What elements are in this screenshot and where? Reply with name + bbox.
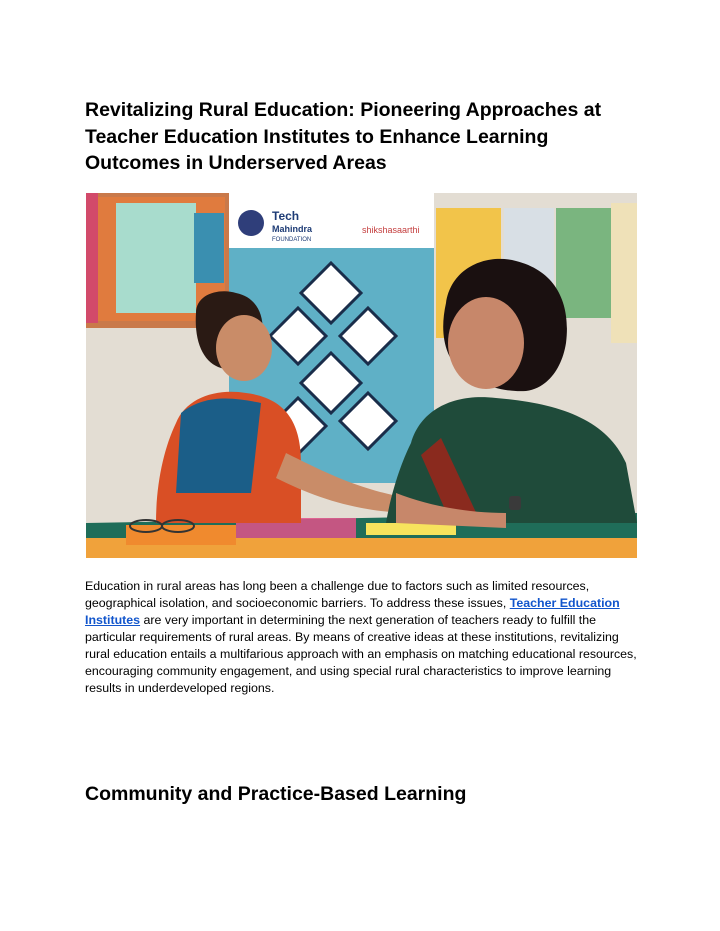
section-heading: Community and Practice-Based Learning bbox=[85, 783, 467, 805]
article-title: Revitalizing Rural Education: Pioneering Approaches at Teacher Education Institutes to Enhance Learning Outcomes in Underserved Areas bbox=[85, 99, 602, 174]
banner-text-2: Mahindra bbox=[272, 224, 313, 234]
banner-text-1: Tech bbox=[272, 209, 300, 223]
intro-paragraph bbox=[85, 578, 640, 697]
intro-text-after-link: are very important in determining the next generation of teachers ready to fulfill the particular requirements of rural areas. By means of creative ideas at these institutions, revitalizing rural education entails a multifarious approach with an emphasis on matching educational resources, encouraging community engagement, and using special rural characteristics to improve learning results in underdeveloped regions. bbox=[85, 613, 637, 695]
intro-text-before-link: Education in rural areas has long been a challenge due to factors such as limited resources, geographical isolation, and socioeconomic barriers. To address these issues, bbox=[85, 579, 590, 610]
banner-text-3: FOUNDATION bbox=[272, 237, 312, 243]
teacher-education-institutes-link[interactable]: Teacher Education Institutes bbox=[85, 596, 620, 627]
banner-brand: shikshasaarthi bbox=[362, 225, 420, 235]
workshop-photo bbox=[86, 193, 637, 558]
